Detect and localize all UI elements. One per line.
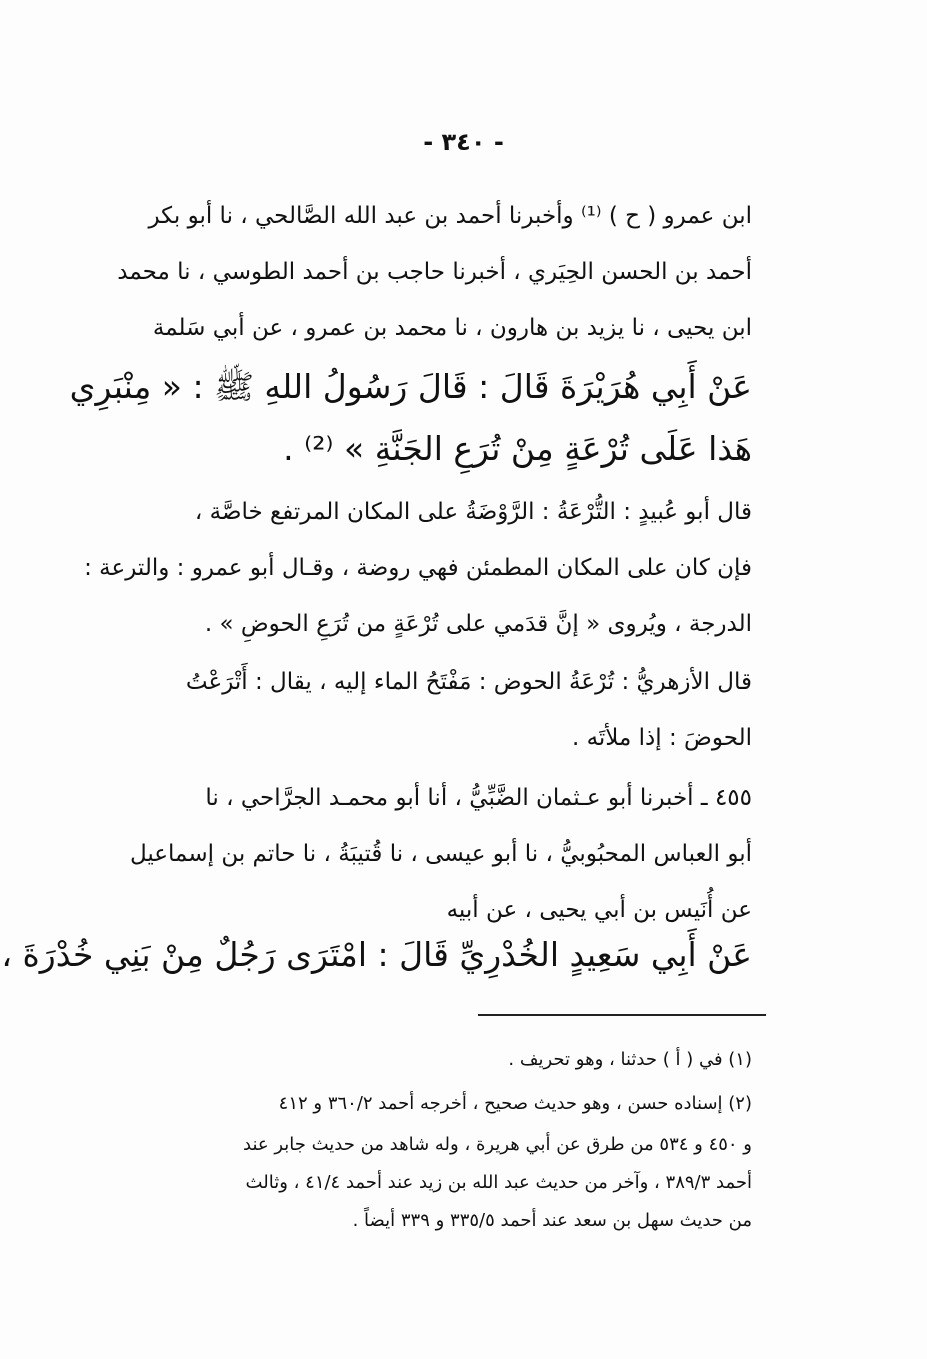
footnote-2-continuation: من حديث سهل بن سعد عند أحمد ٣٣٥/٥ و ٣٣٩ أيضاً . <box>352 1210 752 1231</box>
commentary-line: قال الأزهريُّ : تُرْعَةُ الحوض : مَفْتَحُ الماء إليه ، يقال : أَتْرَعْتُ <box>185 669 752 695</box>
hadith-line: هَذا عَلَى تُرْعَةٍ مِنْ تُرَعِ الجَنَّةِ » ⁽²⁾ . <box>283 429 752 468</box>
isnad-paragraph-2 <box>104 770 752 938</box>
footnote-2-continuation: و ٤٥٠ و ٥٣٤ من طرق عن أبي هريرة ، وله شاهد من حديث جابر عند <box>243 1134 752 1155</box>
commentary-line: الدرجة ، ويُروى « إنَّ قدَمي على تُرْعَةٍ من تُرَعِ الحوضِ » . <box>204 611 752 637</box>
footnote-2-continuation: أحمد ٣٨٩/٣ ، وآخر من حديث عبد الله بن زيد عند أحمد ٤١/٤ ، وثالث <box>245 1172 752 1193</box>
hadith-text-1 <box>69 356 752 480</box>
commentary-paragraph-1 <box>84 484 752 652</box>
commentary-paragraph-2 <box>104 654 752 766</box>
isnad-line: أبو العباس المحبُوبيُّ ، نا أبو عيسى ، نا قُتيبَةُ ، نا حاتم بن إسماعيل <box>129 841 752 867</box>
page-number: - ٣٤٠ - <box>423 128 504 156</box>
isnad-line: ٤٥٥ ـ أخبرنا أبو عـثمان الضَّبِّيُّ ، أنا أبو محمـد الجرَّاحي ، نا <box>205 785 752 811</box>
footnote-separator <box>478 1014 766 1016</box>
commentary-line: فإن كان على المكان المطمئن فهي روضة ، وقـال أبو عمرو : والترعة : <box>84 555 752 581</box>
footnote-2: (٢) إسناده حسن ، وهو حديث صحيح ، أخرجه أحمد ٣٦٠/٢ و ٤١٢ <box>278 1093 752 1114</box>
isnad-paragraph-1 <box>104 188 752 356</box>
hadith-text-2 <box>1 924 752 986</box>
hadith-line: عَنْ أَبِي سَعِيدٍ الخُدْرِيِّ قَالَ : امْتَرَى رَجُلٌ مِنْ بَنِي خُدْرَةَ ، <box>1 935 752 974</box>
isnad-line: ابن عمرو ( ح ) ⁽¹⁾ وأخبرنا أحمد بن عبد الله الصَّالحي ، نا أبو بكر <box>148 203 752 229</box>
isnad-line: عن أُنَيس بن أبي يحيى ، عن أبيه <box>446 897 752 923</box>
hadith-line: عَنْ أَبِي هُرَيْرَةَ قَالَ : قَالَ رَسُولُ اللهِ ﷺ : « مِنْبَرِي <box>69 367 752 406</box>
commentary-line: قال أبو عُبيدٍ : التُّرْعَةُ : الرَّوْضَةُ على المكان المرتفع خاصَّة ، <box>194 499 752 525</box>
isnad-line: ابن يحيى ، نا يزيد بن هارون ، نا محمد بن عمرو ، عن أبي سَلمة <box>152 315 752 341</box>
footnotes <box>104 1038 752 1240</box>
isnad-line: أحمد بن الحسن الحِيَري ، أخبرنا حاجب بن أحمد الطوسي ، نا محمد <box>117 259 752 285</box>
footnote-1: (١) في ( أ ) حدثنا ، وهو تحريف . <box>508 1049 752 1070</box>
commentary-line: الحوضَ : إذا ملأتَه . <box>571 725 752 751</box>
